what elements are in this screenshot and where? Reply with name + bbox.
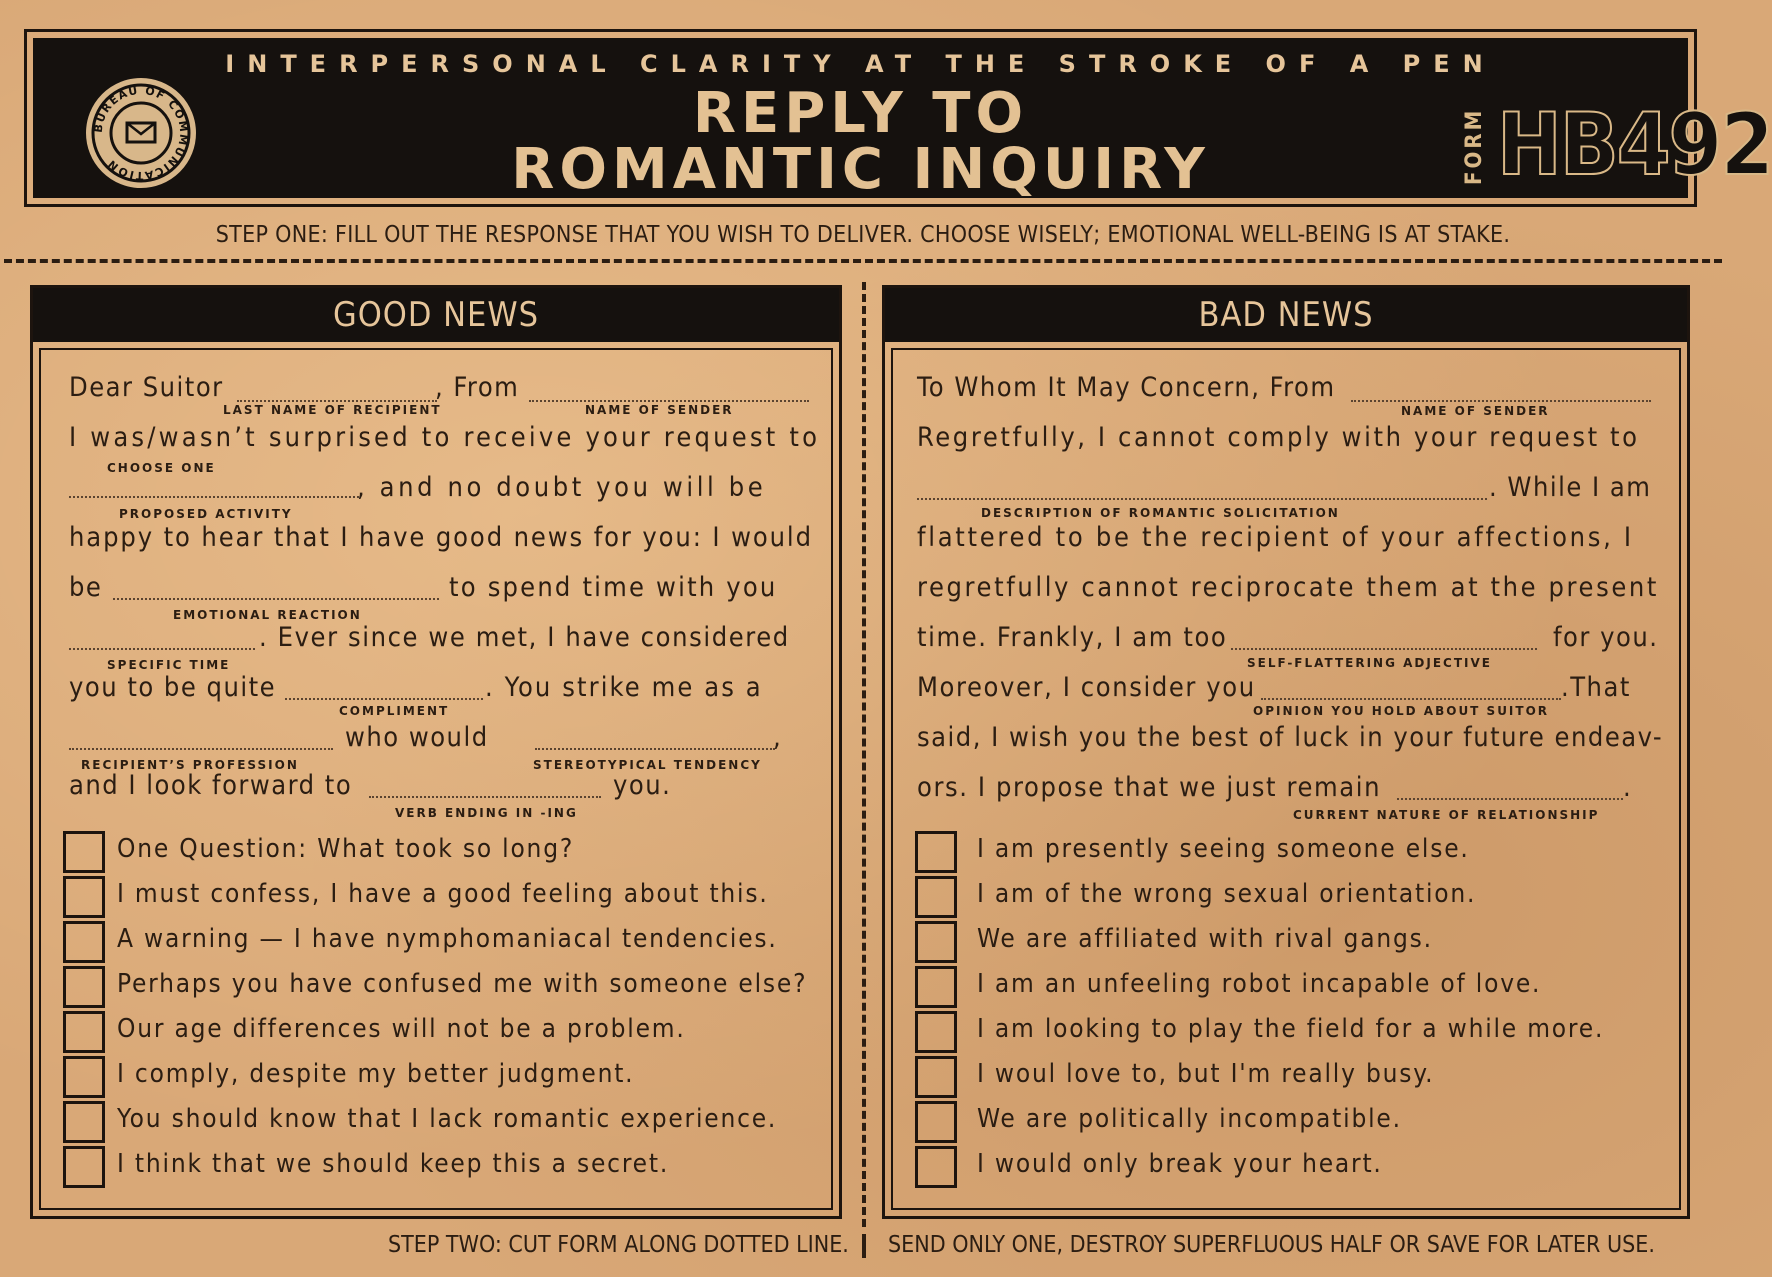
hint-last-name: LAST NAME OF RECIPIENT xyxy=(223,403,442,417)
recipient-profession-blank[interactable] xyxy=(69,748,333,750)
good-option-6-label: I comply, despite my better judgment. xyxy=(117,1059,635,1089)
bad-line-9a: ors. I propose that we just remain xyxy=(917,772,1382,803)
good-line-1a: Dear Suitor xyxy=(69,372,224,403)
form-header xyxy=(24,29,1772,207)
header-banner xyxy=(33,38,1772,202)
good-line-6: . Ever since we met, I have considered xyxy=(259,622,790,653)
bad-option-5-checkbox[interactable] xyxy=(915,1011,957,1053)
bureau-seal-icon xyxy=(86,78,196,188)
bad-news-panel xyxy=(882,285,1690,1219)
emotional-reaction-blank[interactable] xyxy=(113,598,439,600)
bad-option-6-label: I woul love to, but I'm really busy. xyxy=(977,1059,1435,1089)
bad-line-7b: .That xyxy=(1561,672,1631,703)
good-option-3-checkbox[interactable] xyxy=(63,921,105,963)
good-option-7-label: You should know that I lack romantic experience. xyxy=(117,1104,778,1134)
specific-time-blank[interactable] xyxy=(69,648,255,650)
bad-line-2: Regretfully, I cannot comply with your request to xyxy=(917,422,1640,453)
seal-text: BUREAU OF COMMUNICATION xyxy=(91,83,191,183)
bad-line-6a: time. Frankly, I am too xyxy=(917,622,1228,653)
bad-option-3-checkbox[interactable] xyxy=(915,921,957,963)
good-option-8-label: I think that we should keep this a secret. xyxy=(117,1149,670,1179)
bad-option-5-label: I am looking to play the field for a while more. xyxy=(977,1014,1605,1044)
good-line-9a: and I look forward to xyxy=(69,770,353,801)
tagline: INTERPERSONAL CLARITY AT THE STROKE OF A PEN xyxy=(225,50,1496,78)
hint-proposed-activity: PROPOSED ACTIVITY xyxy=(119,507,293,521)
bad-line-1: To Whom It May Concern, From xyxy=(917,372,1336,403)
bad-line-7a: Moreover, I consider you xyxy=(917,672,1256,703)
good-line-3: , and no doubt you will be xyxy=(357,472,767,503)
stereotypical-tendency-blank[interactable] xyxy=(535,748,775,750)
good-line-8a: who would xyxy=(345,722,489,753)
bad-option-8-label: I would only break your heart. xyxy=(977,1149,1383,1179)
bad-option-7-checkbox[interactable] xyxy=(915,1101,957,1143)
step-two-instruction: STEP TWO: CUT FORM ALONG DOTTED LINE. xyxy=(388,1232,849,1258)
form-label: FORM xyxy=(1462,107,1487,185)
step-two-instruction-continued: SEND ONLY ONE, DESTROY SUPERFLUOUS HALF OR SAVE FOR LATER USE. xyxy=(888,1232,1655,1258)
hint-emotional-reaction: EMOTIONAL REACTION xyxy=(173,608,362,622)
title-line-1: REPLY TO xyxy=(692,81,1029,146)
good-option-4-checkbox[interactable] xyxy=(63,966,105,1008)
good-line-5b: to spend time with you xyxy=(449,572,778,603)
good-option-5-label: Our age differences will not be a problem. xyxy=(117,1014,686,1044)
bad-hint-opinion: OPINION YOU HOLD ABOUT SUITOR xyxy=(1253,704,1550,718)
good-line-8b: , xyxy=(773,722,783,753)
good-line-7a: you to be quite xyxy=(69,672,277,703)
bad-option-8-checkbox[interactable] xyxy=(915,1146,957,1188)
bad-option-2-label: I am of the wrong sexual orientation. xyxy=(977,879,1477,909)
title-line-2: ROMANTIC INQUIRY xyxy=(511,137,1210,202)
current-relationship-blank[interactable] xyxy=(1397,798,1623,800)
good-option-1-checkbox[interactable] xyxy=(63,831,105,873)
good-news-panel xyxy=(30,285,842,1219)
bad-hint-sender-name: NAME OF SENDER xyxy=(1401,404,1550,418)
bad-line-8: said, I wish you the best of luck in your future endeav- xyxy=(917,722,1664,753)
bad-option-3-label: We are affiliated with rival gangs. xyxy=(977,924,1433,954)
form-code: HB492 xyxy=(1497,95,1772,195)
good-option-7-checkbox[interactable] xyxy=(63,1101,105,1143)
bad-line-6b: for you. xyxy=(1553,622,1659,653)
good-option-5-checkbox[interactable] xyxy=(63,1011,105,1053)
bad-line-3: . While I am xyxy=(1489,472,1652,503)
good-option-2-checkbox[interactable] xyxy=(63,876,105,918)
good-option-3-label: A warning — I have nymphomaniacal tendencies. xyxy=(117,924,778,954)
bad-hint-relationship: CURRENT NATURE OF RELATIONSHIP xyxy=(1293,808,1600,822)
bad-line-5: regretfully cannot reciprocate them at the present xyxy=(917,572,1660,603)
bad-option-7-label: We are politically incompatible. xyxy=(977,1104,1402,1134)
bad-hint-adjective: SELF-FLATTERING ADJECTIVE xyxy=(1247,656,1492,670)
good-option-1-label: One Question: What took so long? xyxy=(117,834,575,864)
hint-specific-time: SPECIFIC TIME xyxy=(107,658,231,672)
verb-ing-blank[interactable] xyxy=(369,796,601,798)
vertical-cut-line xyxy=(862,282,866,1227)
bad-option-4-checkbox[interactable] xyxy=(915,966,957,1008)
compliment-blank[interactable] xyxy=(285,698,483,700)
romantic-solicitation-blank[interactable] xyxy=(917,498,1487,500)
hint-compliment: COMPLIMENT xyxy=(339,704,450,718)
good-line-2: I was/wasn’t surprised to receive your request to xyxy=(69,422,821,453)
hint-recipient-profession: RECIPIENT’S PROFESSION xyxy=(81,758,299,772)
proposed-activity-blank[interactable] xyxy=(69,496,359,498)
bad-hint-description: DESCRIPTION OF ROMANTIC SOLICITATION xyxy=(981,506,1340,520)
good-line-4: happy to hear that I have good news for you: I would xyxy=(69,522,813,553)
sender-name-blank[interactable] xyxy=(529,400,809,402)
bad-line-4: flattered to be the recipient of your affections, I xyxy=(917,522,1634,553)
good-line-1b: , From xyxy=(435,372,520,403)
hint-stereotypical-tendency: STEREOTYPICAL TENDENCY xyxy=(533,758,762,772)
good-line-9b: you. xyxy=(613,770,672,801)
bad-sender-name-blank[interactable] xyxy=(1351,400,1651,402)
good-option-2-label: I must confess, I have a good feeling about this. xyxy=(117,879,769,909)
bad-option-4-label: I am an unfeeling robot incapable of love. xyxy=(977,969,1542,999)
good-line-5a: be xyxy=(69,572,103,603)
bad-option-2-checkbox[interactable] xyxy=(915,876,957,918)
bad-option-1-checkbox[interactable] xyxy=(915,831,957,873)
good-line-7b: . You strike me as a xyxy=(485,672,763,703)
hint-verb-ing: VERB ENDING IN -ING xyxy=(395,806,578,820)
hint-choose-one: CHOOSE ONE xyxy=(107,461,216,475)
bad-line-9b: . xyxy=(1623,772,1633,803)
recipient-last-name-blank[interactable] xyxy=(237,400,437,402)
step-two-divider xyxy=(862,1234,866,1258)
good-news-heading: GOOD NEWS xyxy=(33,288,839,342)
opinion-blank[interactable] xyxy=(1261,698,1561,700)
good-option-8-checkbox[interactable] xyxy=(63,1146,105,1188)
hint-sender-name: NAME OF SENDER xyxy=(585,403,734,417)
self-flattering-adjective-blank[interactable] xyxy=(1231,648,1537,650)
bad-option-1-label: I am presently seeing someone else. xyxy=(977,834,1470,864)
bad-option-6-checkbox[interactable] xyxy=(915,1056,957,1098)
good-option-4-label: Perhaps you have confused me with someone else? xyxy=(117,969,808,999)
step-one-instruction: STEP ONE: FILL OUT THE RESPONSE THAT YOU WISH TO DELIVER. CHOOSE WISELY; EMOTIONAL WELL-BEING IS AT STAKE. xyxy=(215,222,1511,248)
good-option-6-checkbox[interactable] xyxy=(63,1056,105,1098)
bad-news-heading: BAD NEWS xyxy=(885,288,1687,342)
horizontal-cut-line xyxy=(4,259,1722,263)
